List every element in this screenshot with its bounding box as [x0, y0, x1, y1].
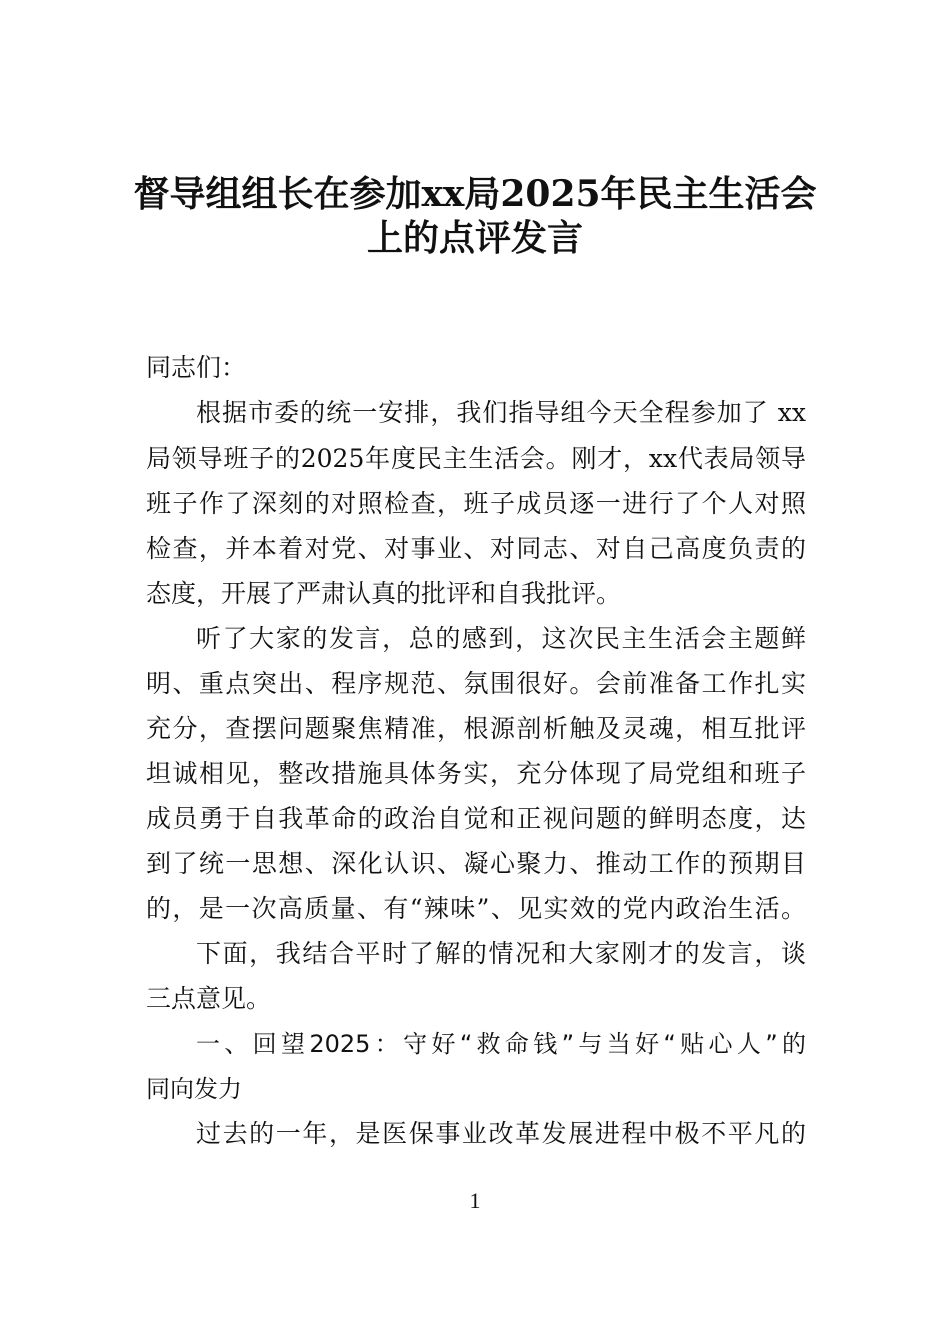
paragraph-4-line-1: 过去的一年，是医保事业改革发展进程中极不平凡的: [196, 1119, 806, 1148]
paragraph-2-line-3: 充分，查摆问题聚焦精准，根源剖析触及灵魂，相互批评: [146, 714, 806, 743]
paragraph-2-line-6: 到了统一思想、深化认识、凝心聚力、推动工作的预期目: [146, 849, 806, 878]
document-title-line-2: 上的点评发言: [366, 217, 583, 259]
salutation: 同志们：: [146, 353, 247, 382]
paragraph-3-line-1: 下面，我结合平时了解的情况和大家刚才的发言，谈: [196, 939, 806, 968]
paragraph-1-line-2: 局领导班子的2025年度民主生活会。刚才，xx代表局领导: [146, 444, 806, 473]
paragraph-1-line-3: 班子作了深刻的对照检查，班子成员逐一进行了个人对照: [146, 489, 806, 518]
paragraph-1-line-4: 检查，并本着对党、对事业、对同志、对自己高度负责的: [146, 534, 806, 563]
section-heading-line-1: 一、回望2025：守好“救命钱”与当好“贴心人”的: [196, 1030, 806, 1058]
paragraph-2-line-7: 的，是一次高质量、有“辣味”、见实效的党内政治生活。: [146, 894, 806, 923]
paragraph-2-line-5: 成员勇于自我革命的政治自觉和正视问题的鲜明态度，达: [146, 804, 806, 833]
paragraph-1-line-5: 态度，开展了严肃认真的批评和自我批评。: [146, 579, 622, 608]
paragraph-3-line-2: 三点意见。: [146, 984, 272, 1013]
document-title-line-1: 督导组组长在参加xx局2025年民主生活会: [133, 173, 817, 215]
page-number: 1: [469, 1188, 481, 1213]
paragraph-2-line-4: 坦诚相见，整改措施具体务实，充分体现了局党组和班子: [146, 759, 806, 788]
paragraph-1-line-1: 根据市委的统一安排，我们指导组今天全程参加了 xx: [196, 398, 806, 427]
paragraph-2-line-1: 听了大家的发言，总的感到，这次民主生活会主题鲜: [196, 624, 806, 653]
paragraph-2-line-2: 明、重点突出、程序规范、氛围很好。会前准备工作扎实: [146, 669, 806, 698]
section-heading-line-2: 同向发力: [146, 1075, 242, 1103]
